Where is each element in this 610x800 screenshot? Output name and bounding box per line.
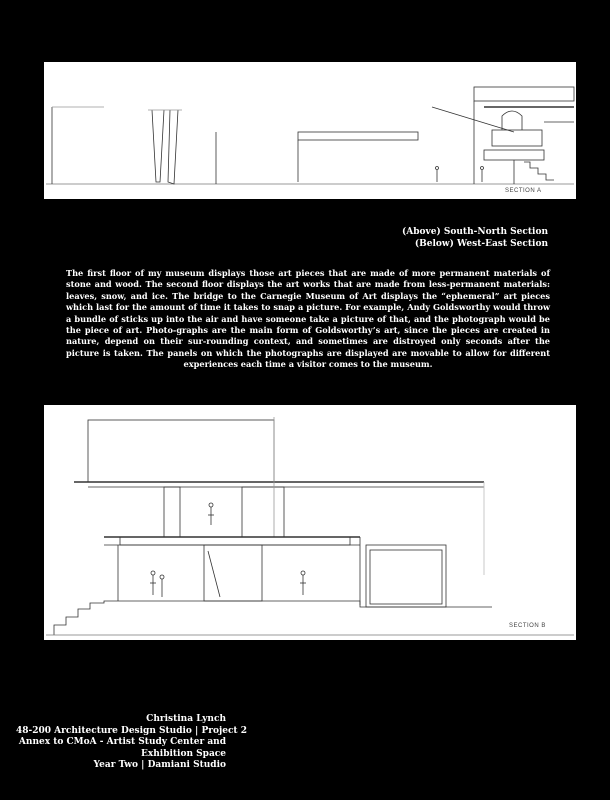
caption-line-below: (Below) West-East Section [414,239,548,249]
section-a-drawing [44,62,576,199]
studio-line: Year Two | Damiani Studio [93,760,226,770]
section-a-label: SECTION A [505,188,542,194]
section-b-svg [44,405,576,640]
section-caption [402,226,548,250]
project-title-line-1: Annex to CMoA - Artist Study Center and [18,737,226,747]
credits-block [16,714,247,772]
section-a-svg [44,62,576,199]
description-paragraph: The first floor of my museum displays those art pieces that are made of more permanent materials of stone and wood. The second floor displays the art works that are made from less-permanent materials: leaves, snow, and ice. The bridge to the Carnegie Museum of Art displays the “ephemeral” art pieces which last for the amount of time it takes to snap a picture. For example, Andy Goldsworthy would throw a bundle of sticks up into the air and have someone take a picture of that, and the photograph would be the piece of art. Photo-graphs are the main form of Goldsworthy’s art, since the pieces are created in nature, depend on their sur-rounding context, and sometimes are distroyed only seconds after the picture is taken. The panels on which the photographs are displayed are movable to allow for different experiences each time a visitor comes to the museum. [66,268,550,370]
caption-line-above: (Above) South-North Section [402,227,548,237]
section-b-label: SECTION B [509,623,546,629]
project-title-line-2: Exhibition Space [141,748,226,759]
section-b-drawing [44,405,576,640]
author-name: Christina Lynch [146,714,226,724]
course-line: 48-200 Architecture Design Studio | Project 2 [16,725,247,736]
